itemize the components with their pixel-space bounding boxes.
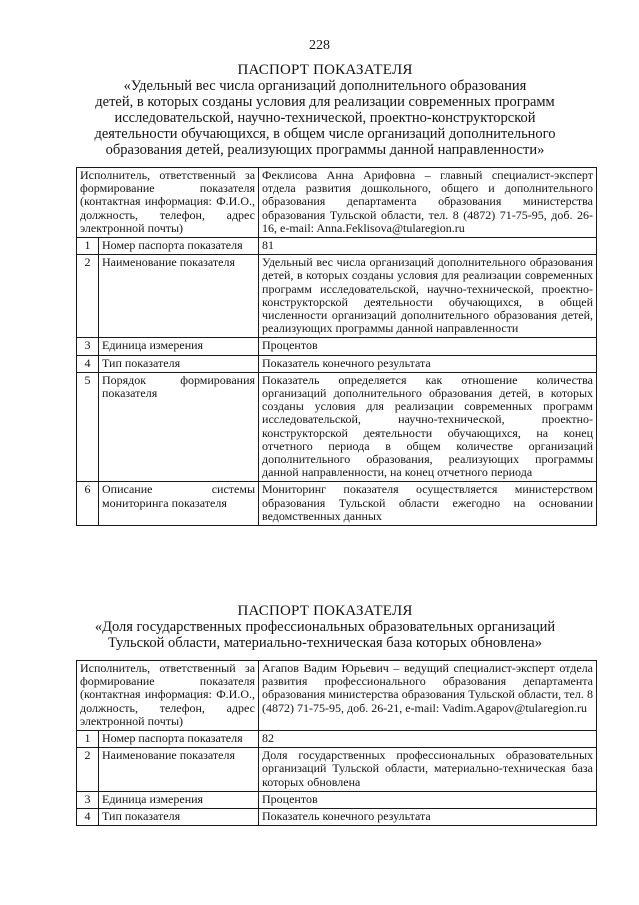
executor-label: Исполнитель, ответственный за формирование показателя (контактная информация: Ф.И.О., должность, телефон, адрес электронной почты) [77,661,259,731]
row-value: Мониторинг показателя осуществляется министерством образования Тульской области ежегодно на основании ведомственных данных [259,482,597,526]
row-value: Процентов [259,338,597,355]
row-label: Наименование показателя [99,255,259,338]
passport-title-line: деятельности обучающихся, в общем числе организаций дополнительного [94,126,556,142]
passport-table-82 [76,660,597,826]
passport-title-line: «Удельный вес числа организаций дополнительного образования [123,78,527,94]
table-row [77,482,597,526]
page-number: 228 [309,38,330,53]
row-value: 82 [259,731,597,748]
row-number: 1 [77,731,99,748]
row-value: 81 [259,238,597,255]
table-row [77,791,597,808]
row-value: Доля государственных профессиональных образовательных организаций Тульской области, материально-техническая база которых обновлена [259,748,597,792]
executor-value: Агапов Вадим Юрьевич – ведущий специалист-эксперт отдела развития профессионального образования департамента образования министерства образования Тульской области, тел. 8 (4872) 71-75-95, доб. 26-21, e-mail: Vadim.Agapov@tularegion.ru [259,661,597,731]
row-number: 2 [77,255,99,338]
row-value: Удельный вес числа организаций дополнительного образования детей, в которых созданы условия для реализации современных программ исследовательской, научно-технической, проектно-конструкторской деятельности обучающихся, в общей численности организаций дополнительного образования детей, реализующих программы данной направленности [259,255,597,338]
table-row [77,748,597,792]
row-label: Порядок формирования показателя [99,372,259,482]
row-number: 6 [77,482,99,526]
passport-title-line: Тульской области, материально-техническая база которых обновлена» [108,635,542,651]
row-number: 5 [77,372,99,482]
table-row-executor [77,168,597,238]
row-value: Показатель конечного результата [259,809,597,826]
row-value: Показатель конечного результата [259,355,597,372]
passport-title-line: образования детей, реализующих программы данной направленности» [105,142,545,158]
table-row [77,731,597,748]
row-value: Процентов [259,791,597,808]
row-label: Номер паспорта показателя [99,238,259,255]
row-label: Номер паспорта показателя [99,731,259,748]
row-number: 2 [77,748,99,792]
table-row [77,238,597,255]
table-row-executor [77,661,597,731]
row-label: Тип показателя [99,809,259,826]
table-row [77,355,597,372]
executor-label: Исполнитель, ответственный за формирование показателя (контактная информация: Ф.И.О., должность, телефон, адрес электронной почты) [77,168,259,238]
row-label: Тип показателя [99,355,259,372]
row-label: Единица измерения [99,338,259,355]
row-label: Описание системы мониторинга показателя [99,482,259,526]
row-number: 1 [77,238,99,255]
table-row [77,255,597,338]
table-row [77,372,597,482]
row-label: Наименование показателя [99,748,259,792]
table-row [77,338,597,355]
row-number: 4 [77,809,99,826]
executor-value: Феклисова Анна Арифовна – главный специалист-эксперт отдела развития дошкольного, общего и дополнительного образования департамента образования министерства образования Тульской области, тел. 8 (4872) 71-75-95, доб. 26-16, e-mail: Anna.Feklisova@tularegion.ru [259,168,597,238]
row-number: 3 [77,338,99,355]
row-value: Показатель определяется как отношение количества организаций дополнительного образования детей, в которых созданы условия для реализации современных программ исследовательской, научно-технической, проектно-конструкторской деятельности обучающихся, на конец отчетного периода в общем количестве организаций дополнительного образования, реализующих программы данной направленности, на конец отчетного периода [259,372,597,482]
passport-table-81 [76,167,597,526]
passport-heading: ПАСПОРТ ПОКАЗАТЕЛЯ [237,603,413,619]
passport-title-line: исследовательской, научно-технической, проектно-конструкторской [114,110,536,126]
row-number: 4 [77,355,99,372]
passport-title-82 [60,603,590,651]
passport-title-line: детей, в которых созданы условия для реализации современных программ [95,94,555,110]
row-label: Единица измерения [99,791,259,808]
passport-heading: ПАСПОРТ ПОКАЗАТЕЛЯ [237,62,413,78]
passport-title-81 [60,62,590,158]
row-number: 3 [77,791,99,808]
table-row [77,809,597,826]
passport-title-line: «Доля государственных профессиональных образовательных организаций [94,619,556,635]
